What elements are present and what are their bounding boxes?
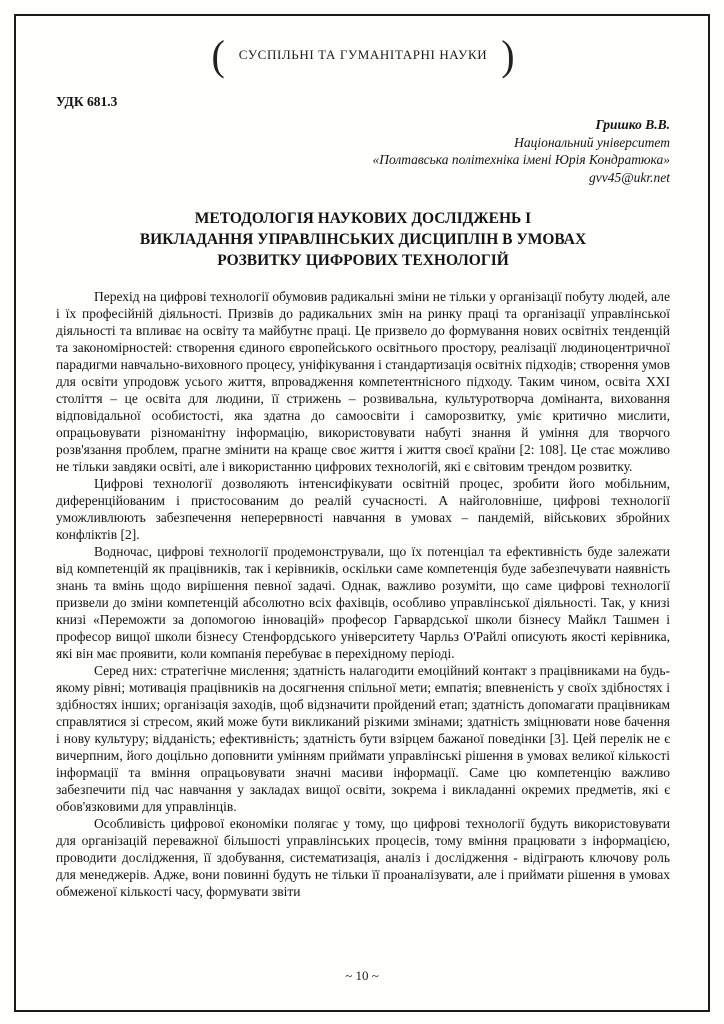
journal-header xyxy=(56,31,670,80)
author-name: Гришко В.В. xyxy=(595,117,670,132)
right-bracket-icon: ) xyxy=(501,31,515,80)
page-content xyxy=(56,31,670,900)
left-bracket-icon: ( xyxy=(211,31,225,80)
author-block xyxy=(56,116,670,186)
author-email: gvv45@ukr.net xyxy=(588,169,670,185)
article-title-line2: ВИКЛАДАННЯ УПРАВЛІНСЬКИХ ДИСЦИПЛІН В УМОВАХ xyxy=(139,231,587,248)
paragraph-3: Водночас, цифрові технології продемонстрували, що їх потенціал та ефективність буде залежати від компетенцій як працівників, так і керівників, оскільки саме компетенція буде забезпечувати наявність знань та вмінь щодо вирішення певної задачі. Однак, важливо розуміти, що саме цифрові технології призвели до зміни компетенцій абсолютно всіх фахівців, особливо управлінської діяльності. Так, у книзі книзі «Переможти за допомогою інновацій» професор Гарвардської школи бізнесу Майкл Ташмен і професор вищої школи бізнесу Стенфордського університету Чарльз О'Райлі описують якості керівника, які він має проявити, коли компанія перебуває в перехідному періоді. xyxy=(56,544,670,661)
author-affiliation-line2: «Полтавська політехніка імені Юрія Кондратюка» xyxy=(372,152,670,167)
article-title-line3: РОЗВИТКУ ЦИФРОВИХ ТЕХНОЛОГІЙ xyxy=(217,252,509,269)
udc-code: УДК 681.3 xyxy=(56,94,118,109)
page-number: ~ 10 ~ xyxy=(345,968,379,983)
article-title xyxy=(56,208,670,271)
author-affiliation-line1: Національний університет xyxy=(514,134,670,150)
paragraph-1: Перехід на цифрові технології обумовив радикальні зміни не тільки у організації побуту людей, але і їх професійній діяльності. Призвів до радикальних змін на ринку праці та організації управлінської діяльності та впливає на освіту та майбутнє праці. Це призвело до формування нових освітніх тенденцій та закономірностей: створення єдиного європейського освітнього простору, реалізації людиноцентричної парадигми навчально-виховного процесу, уніфікування і стандартизація освітніх підходів; створення умов для освіти упродовж усього життя, впровадження компетентнісного підходу. Таким чином, освіта XXI століття – це освіта для людини, її стрижень – розвивальна, культуротворча домінанта, виховання відповідальної особистості, яка здатна до самоосвіти і саморозвитку, уміє критично мислити, опрацьовувати різноманітну інформацію, використовувати набуті знання й уміння для творчого розв'язання проблем, прагне змінити на краще своє життя і життя своєї країни [2: 108]. Це стає можливо не тільки завдяки освіті, але і використанню цифрових технологій, які є світовим трендом розвитку. xyxy=(56,289,670,474)
article-title-line1: МЕТОДОЛОГІЯ НАУКОВИХ ДОСЛІДЖЕНЬ І xyxy=(194,210,532,227)
article-body xyxy=(56,288,670,900)
paragraph-2: Цифрові технології дозволяють інтенсифікувати освітній процес, зробити його мобільним, диференційованим і пристосованим до реалій сучасності. А найголовніше, цифрові технології уможливлюють забезпечення неперервності навчання в умовах – пандемій, військових збройних конфліктів [2]. xyxy=(56,476,670,542)
paragraph-4: Серед них: стратегічне мислення; здатність налагодити емоційний контакт з працівниками на будь-якому рівні; мотивація працівників на досягнення спільної мети; емпатія; впевненість у своїх здібностях і здібностях інших; організація заходів, щоб відзначити пройдений етап; здатність допомагати працівникам справлятися зі стресом, який може бути викликаний різкими змінами; здатність зміцнювати нове бачення і нову культуру; відданість; ефективність; здатність бути взірцем бажаної поведінки [3]. Цей перелік не є вичерпним, його доцільно доповнити умінням приймати управлінські рішення в умовах великої кількості інформації та вміння опрацьовувати значні масиви інформації. Саме цю компетенцію важливо забезпечити під час навчання у закладах вищої освіти, зокрема і викладанні окремих предметів, які є обов'язковими для управлінців. xyxy=(56,663,670,814)
journal-section-title: СУСПІЛЬНІ ТА ГУМАНІТАРНІ НАУКИ xyxy=(238,47,488,62)
paragraph-5: Особливість цифрової економіки полягає у тому, що цифрові технології будуть використовувати для організацій переважної більшості управлінських процесів, тому вміння працювати з інформацією, проводити дослідження, її здобування, систематизація, аналіз і дослідження - відіграють ключову роль для менеджерів. Адже, вони повинні будуть не тільки її проаналізувати, але і приймати рішення в умовах обмеженої кількості часу, формувати звіти xyxy=(56,816,670,899)
